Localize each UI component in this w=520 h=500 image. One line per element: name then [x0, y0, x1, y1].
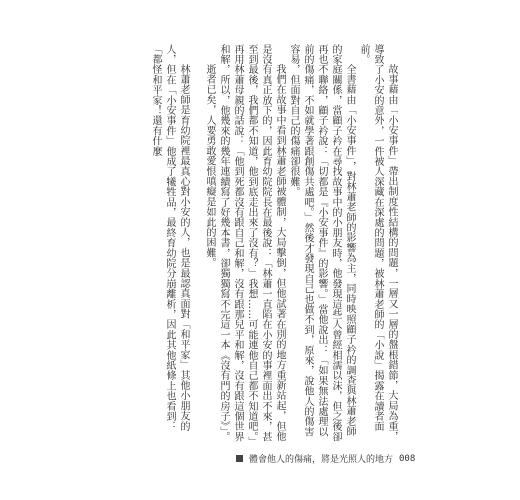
body-text — [132, 44, 398, 444]
footer-marker-icon — [236, 455, 243, 462]
paragraph-5: 林蕭老師是育幼院裡最真心對小安的人，也是最認真面對「和平家」其他小朋友的人，但在「小安事件」他成了犧牲品，最終育幼院分崩離析，因此其他紙條上也看到：「都怪和平家！還有什麼 — [150, 44, 189, 432]
paragraph-3: 我們在故事中看到林蕭老師被體制，大局擊倒，但他試著在別的地方重新站起，但他是沒有真正放下的，因此育幼院院長在最後說：「林蕭一直陷在小安的事裡面出不來，甚至到最後，我們都不知道，他到底走出來了沒有？」我想……可能連他自己都不知道吧。」再用林蕭母親的話說：「他到死都沒有跟自己和解，沒有跟那兒平和解，沒有跟這個世界和解，所以，他幾來的幾年連續寫了好幾本書，卻獨獨寫不完這一本《沒有門的房子》」。 — [218, 44, 285, 442]
paragraph-1: 故事藉由「小安事件」帶出制度性結構的問題，一層又一層的盤根錯節，大局為重，導致了小安的意外，一件被人深藏在深處的問題，被林蕭老師的「小說」揭露在讀者面前。 — [358, 44, 397, 442]
page-number: 008 — [399, 453, 416, 464]
paragraph-2: 全書藉由「小安事件」，對林蕭老師的影響為主，同時映照顧子衿的調查與林蕭老師的家庭關係，當顧子衿在尋找故事中的小朋友時，他發現這些人曾經相濡以沫，但之後卻再也不聯絡，顧子衿說：「切都是『小安事件』的影響。」當他說出：「如果無法處理以前的傷痛，不如就學著跟創傷共處吧。」然後才發現自己也做不到，原來，說他人的傷害容易，但面對自己的傷痛卻很難。 — [288, 44, 355, 442]
page-footer — [236, 452, 415, 465]
footer-title: 體會他人的傷痛，將是光照人的地方 — [249, 455, 394, 465]
paragraph-4: 逝者已矣，人要勇敢愛恨嗔癡是如此的困難。 — [204, 64, 215, 268]
